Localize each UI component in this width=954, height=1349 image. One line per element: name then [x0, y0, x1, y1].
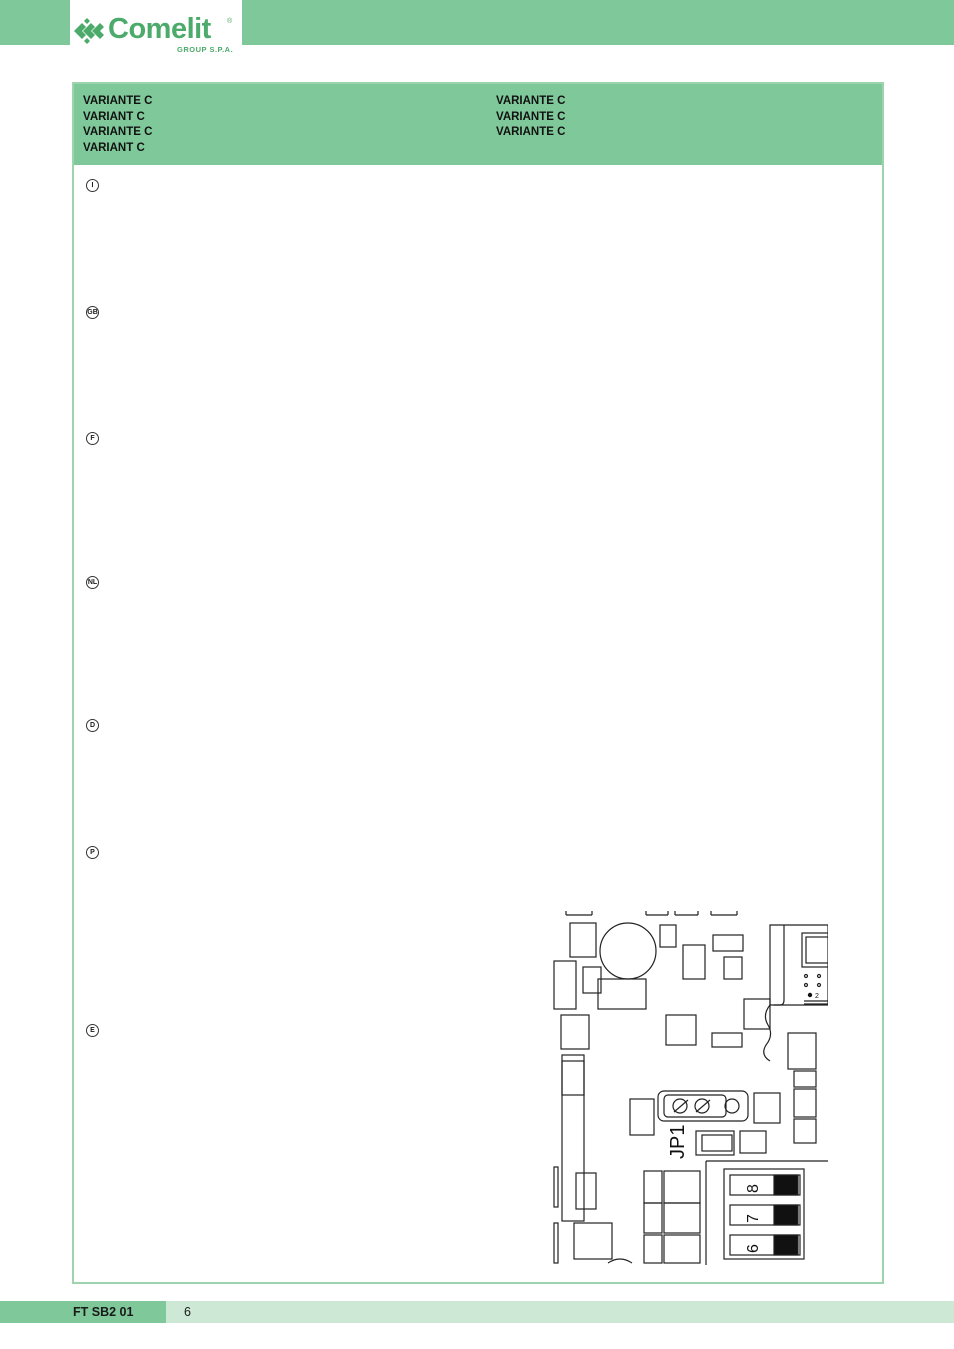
variant-label: VARIANT C — [83, 141, 145, 154]
brand-name: Comelit — [108, 13, 211, 45]
switch-label-8: 8 — [745, 1184, 762, 1193]
monitor-button-2-icon — [808, 993, 812, 997]
switch-label-6: 6 — [745, 1244, 762, 1253]
language-flag-icon: D — [86, 719, 99, 732]
language-flag-icon: E — [86, 1024, 99, 1037]
variant-list-right — [496, 94, 565, 141]
variant-list-left — [83, 94, 152, 156]
brand-registered-mark: ® — [227, 18, 233, 25]
variant-label: VARIANTE C — [496, 95, 566, 107]
language-flag-icon: F — [86, 432, 99, 445]
variant-label: VARIANTE C — [496, 110, 566, 123]
language-flag-icon: NL — [86, 576, 99, 589]
switch-label-7: 7 — [745, 1214, 762, 1223]
comelit-logo-icon — [74, 18, 108, 44]
brand-subtitle: GROUP S.P.A. — [177, 45, 234, 54]
variant-label: VARIANTE C — [496, 126, 566, 139]
document-code: FT SB2 01 — [0, 1301, 166, 1323]
variant-label: VARIANT C — [83, 110, 145, 123]
language-flag-icon: GB — [86, 306, 99, 319]
monitor-button-label: 2 — [815, 993, 819, 1000]
brand-logo — [70, 0, 242, 56]
jumper-label: JP1 — [667, 1124, 689, 1159]
circuit-board-diagram — [548, 905, 828, 1265]
page-number: 6 — [184, 1305, 191, 1319]
variant-band — [74, 84, 882, 165]
language-flag-icon: P — [86, 846, 99, 859]
variant-label: VARIANTE C — [83, 95, 153, 107]
variant-label: VARIANTE C — [83, 126, 153, 139]
language-flag-icon: I — [86, 179, 99, 192]
